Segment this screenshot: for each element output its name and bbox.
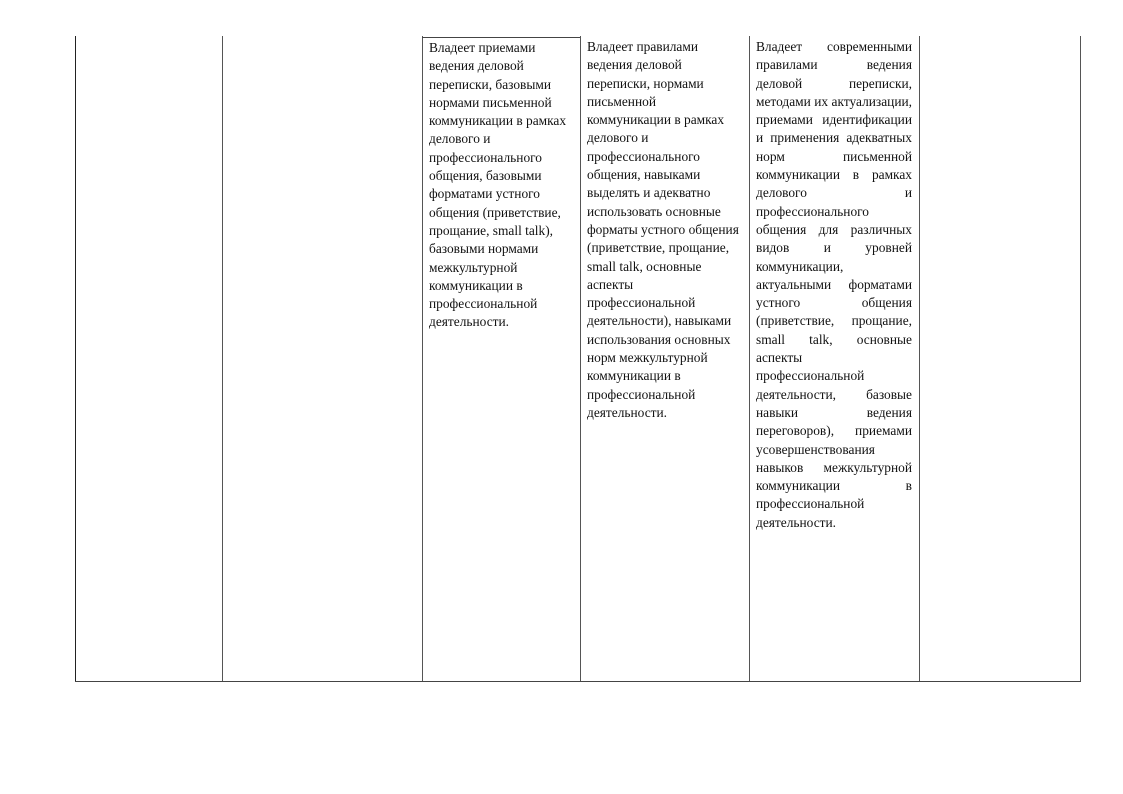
- cell-text: Владеет правилами ведения деловой переписки, нормами письменной коммуникации в рамках делового и профессионального общения, навыками выделять и адекватно использовать основные форматы устного общения (приветствие, прощание, small talk, основные аспекты профессиональной деятельности), навыками использования основных норм межкультурной коммуникации в профессиональной деятельности.: [587, 39, 739, 420]
- table-cell-level-3: [749, 36, 919, 681]
- table-cell-level-2: [580, 36, 749, 681]
- table-cell-6: [919, 36, 1080, 681]
- cell-text: Владеет современными правилами ведения деловой переписки, методами их актуализации, приемами идентификации и применения адекватных норм письменной коммуникации в рамках делового и профессионального общения для различных видов и уровней коммуникации, актуальными форматами устного общения (приветствие, прощание, small talk, основные аспекты профессиональной деятельности, базовые навыки ведения переговоров), приемами усовершенствования навыков межкультурной коммуникации в профессиональной деятельности.: [756, 39, 912, 530]
- cell-text: [75, 36, 222, 38]
- table-cell-1: [75, 36, 222, 681]
- cell-text: [222, 36, 422, 38]
- table-border-right: [1080, 36, 1081, 682]
- table-cell-2: [222, 36, 422, 681]
- table-cell-level-1: [422, 37, 580, 682]
- cell-text: [919, 36, 1080, 38]
- assessment-table: [75, 36, 1081, 682]
- cell-text: Владеет приемами ведения деловой переписки, базовыми нормами письменной коммуникации в рамках делового и профессионального общения, базовыми форматами устного общения (приветствие, прощание, small talk), базовыми нормами межкультурной коммуникации в профессиональной деятельности.: [429, 40, 567, 330]
